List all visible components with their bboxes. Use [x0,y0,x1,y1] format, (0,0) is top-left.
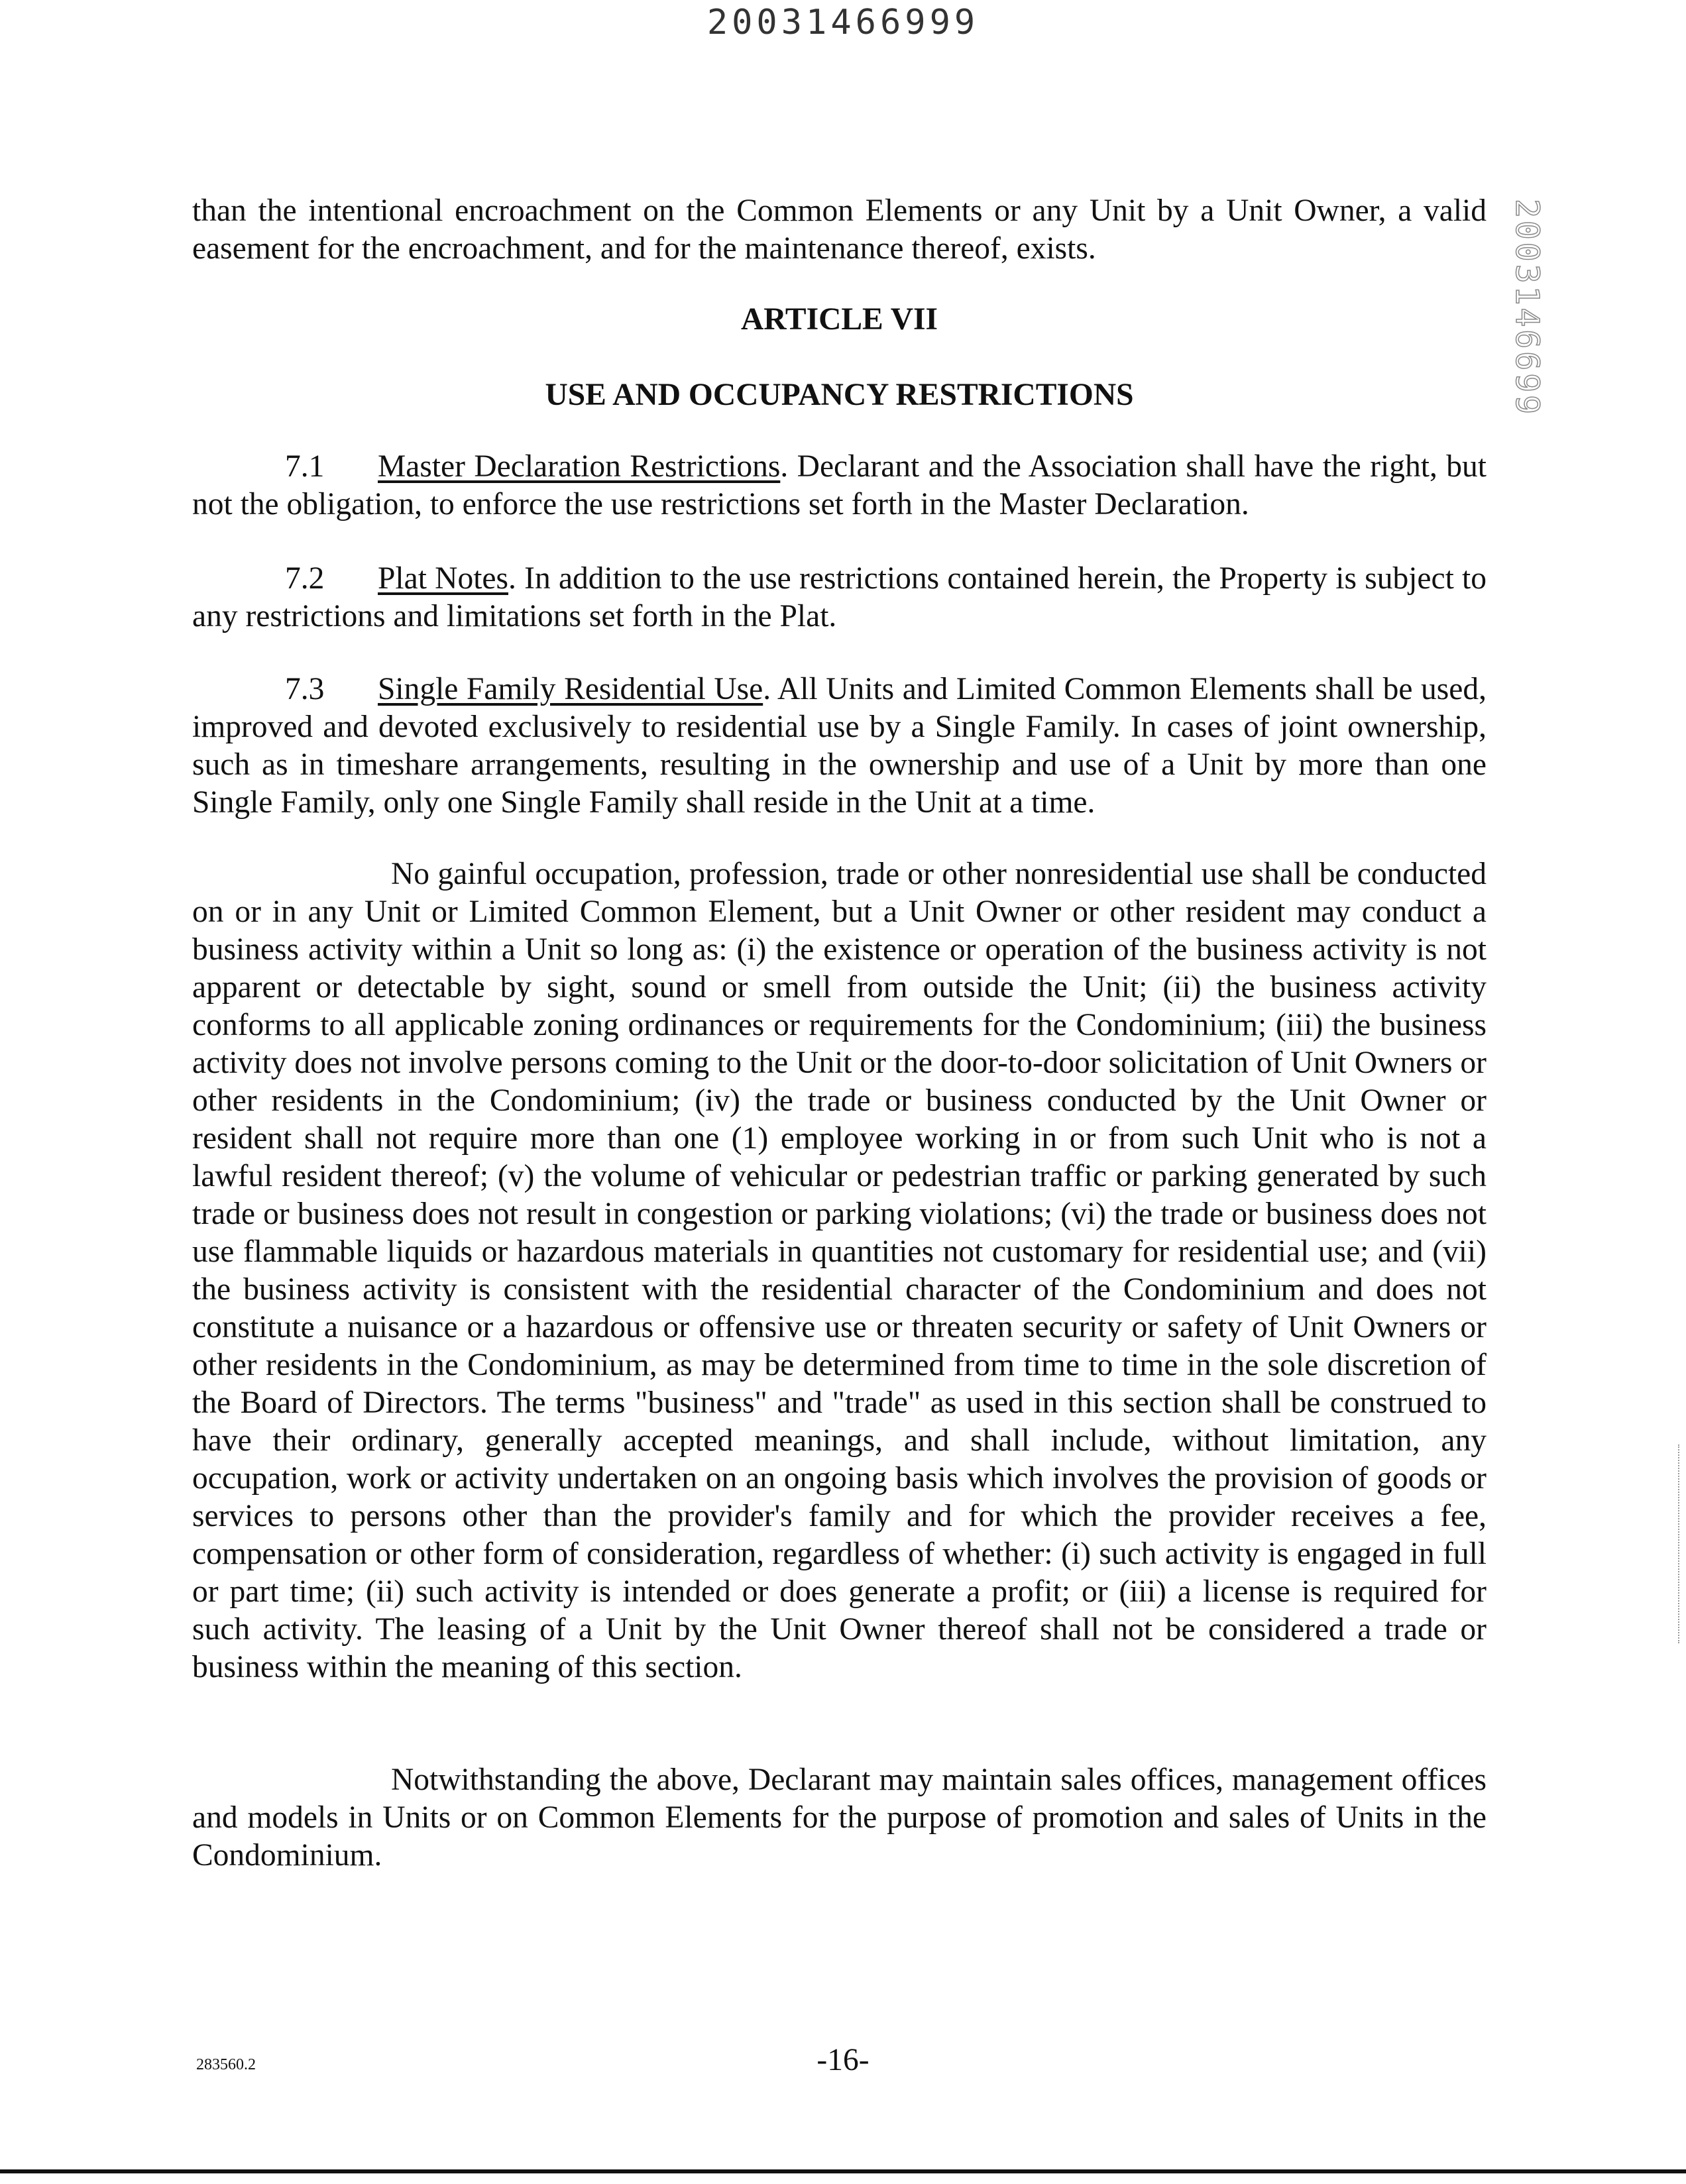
section-7-1 [192,448,1487,523]
margin-mark [1678,1445,1681,1643]
continuation-paragraph: than the intentional encroachment on the Common Elements or any Unit by a Unit Owner, a valid easement for the encroachment, and for the maintenance thereof, exists. [192,193,1487,266]
footer-document-id: 283560.2 [196,2056,256,2073]
section-7-2 [192,560,1487,635]
section-number: 7.2 [285,561,325,596]
business-use-paragraph: No gainful occupation, profession, trade or other nonresidential use shall be conducted on or in any Unit or Limited Common Element, but a Unit Owner or other resident may conduct a business activity within a Unit so long as: (i) the existence or operation of the business activity is not apparent or detectable by sight, sound or smell from outside the Unit; (ii) the business activity conforms to all applicable zoning ordinances or requirements for the Condominium; (iii) the business activity does not involve persons coming to the Unit or the door-to-door solicitation of Unit Owners or other residents in the Condominium; (iv) the trade or business conducted by the Unit Owner or resident shall not require more than one (1) employee working in or from such Unit who is not a lawful resident thereof; (v) the volume of vehicular or pedestrian traffic or parking generated by such trade or business does not result in congestion or parking violations; (vi) the trade or business does not use flammable liquids or hazardous materials in quantities not customary for residential use; and (vii) the business activity is consistent with the residential character of the Condominium and does not constitute a nuisance or a hazardous or offensive use or threaten security or safety of Unit Owners or other residents in the Condominium, as may be determined from time to time in the sole discretion of the Board of Directors. The terms "business" and "trade" as used in this section shall be construed to have their ordinary, generally accepted meanings, and shall include, without limitation, any occupation, work or activity undertaken on an ongoing basis which involves the provision of goods or services to persons other than the provider's family and for which the provider receives a fee, compensation or other form of consideration, regardless of whether: (i) such activity is engaged in full or part time; (ii) such activity is intended or does generate a profit; or (iii) a license is required for such activity. The leasing of a Unit by the Unit Owner thereof shall not be considered a trade or business within the meaning of this section. [192,857,1487,1684]
section-text: . In addition to the use restrictions contained herein, the Property is subject to any restrictions and limitations set forth in the Plat. [192,561,1487,633]
bottom-rule [0,2169,1686,2173]
section-number: 7.1 [285,449,325,484]
article-heading: ARTICLE VII [740,302,938,337]
page-number: -16- [816,2043,870,2077]
section-title: Plat Notes [378,561,508,596]
section-title: Single Family Residential Use [378,672,763,706]
section-number: 7.3 [285,672,325,706]
notwithstanding-paragraph: Notwithstanding the above, Declarant may maintain sales offices, management offices and models in Units or on Common Elements for the purpose of promotion and sales of Units in the Condominium. [192,1763,1487,1873]
article-title: USE AND OCCUPANCY RESTRICTIONS [545,378,1134,412]
section-title: Master Declaration Restrictions [378,449,781,484]
recording-number: 20031466999 [706,3,980,42]
side-stamp: 2003146699 [1508,199,1546,417]
section-text: . All Units and Limited Common Elements shall be used, improved and devoted exclusively to residential use by a Single Family. In cases of joint ownership, such as in timeshare arrangements, resulting in the ownership and use of a Unit by more than one Single Family, only one Single Family shall reside in the Unit at a time. [192,672,1487,820]
section-7-3 [192,671,1487,822]
section-text: . Declarant and the Association shall have the right, but not the obligation, to enforce the use restrictions set forth in the Master Declaration. [192,449,1487,521]
